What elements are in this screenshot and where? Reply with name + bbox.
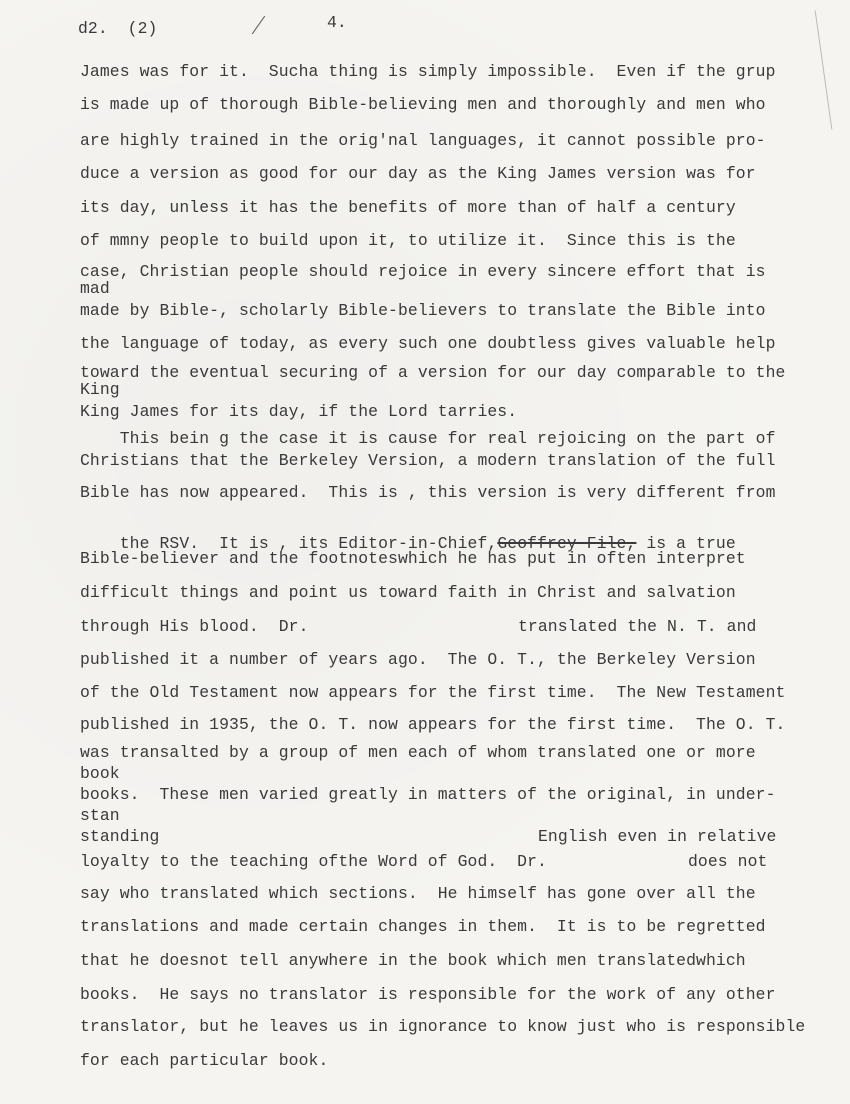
text-line: published in 1935, the O. T. now appears for the first time. The O. T. (80, 715, 786, 734)
paper-edge (815, 11, 833, 130)
text-line: book (80, 764, 120, 783)
text-line: case, Christian people should rejoice in every sincere effort that is (80, 262, 766, 281)
text-line: difficult things and point us toward faith in Christ and salvation (80, 583, 736, 602)
text-line: of the Old Testament now appears for the first time. The New Testament (80, 683, 786, 702)
text-line: toward the eventual securing of a version for our day comparable to the (80, 363, 786, 382)
text-segment: the RSV. It is , its Editor-in-Chief, (119, 534, 498, 553)
page-number: 4. (327, 13, 347, 32)
text-line: say who translated which sections. He himself has gone over all the (80, 884, 756, 903)
pen-mark (252, 16, 265, 35)
text-line: Bible-believer and the footnoteswhich he has put in often interpret (80, 549, 746, 568)
text-line: for each particular book. (80, 1051, 329, 1070)
text-line: the language of today, as every such one doubtless gives valuable help (80, 334, 776, 353)
text-line: translator, but he leaves us in ignorance to know just who is responsible (80, 1017, 806, 1036)
struck-name: Geoffrey File, (497, 534, 637, 553)
text-line: of mmny people to build upon it, to utilize it. Since this is the (80, 231, 736, 250)
text-line: through His blood. Dr. (80, 617, 309, 636)
text-line: books. These men varied greatly in matters of the original, in under- (80, 785, 776, 804)
text-line: is made up of thorough Bible-believing men and thoroughly and men who (80, 95, 766, 114)
text-line: Christians that the Berkeley Version, a modern translation of the full (80, 451, 776, 470)
text-line: are highly trained in the orig'nal languages, it cannot possible pro- (80, 131, 766, 150)
text-segment: translated the N. T. and (518, 617, 757, 636)
text-line: published it a number of years ago. The O. T., the Berkeley Version (80, 650, 756, 669)
text-line: books. He says no translator is responsible for the work of any other (80, 985, 776, 1004)
text-line: its day, unless it has the benefits of more than of half a century (80, 198, 736, 217)
text-line: James was for it. Sucha thing is simply impossible. Even if the grup (80, 62, 776, 81)
text-line: stan (80, 806, 120, 825)
header-ref: d2. (2) (78, 19, 158, 38)
text-line: duce a version as good for our day as the King James version was for (80, 164, 756, 183)
text-line: that he doesnot tell anywhere in the book which men translatedwhich (80, 951, 746, 970)
text-line: This bein g the case it is cause for real rejoicing on the part of (80, 429, 776, 448)
text-line: Bible has now appeared. This is , this version is very different from (80, 483, 776, 502)
text-segment: is a true (636, 534, 736, 553)
text-line: King (80, 380, 120, 399)
text-line: was transalted by a group of men each of whom translated one or more (80, 743, 756, 762)
text-segment: English even in relative (538, 827, 777, 846)
text-line: made by Bible-, scholarly Bible-believers to translate the Bible into (80, 301, 766, 320)
text-line: standing (80, 827, 160, 846)
text-line: loyalty to the teaching ofthe Word of God. Dr. (80, 852, 547, 871)
text-segment: does not (688, 852, 768, 871)
text-line: mad (80, 279, 110, 298)
text-line: King James for its day, if the Lord tarries. (80, 402, 518, 421)
text-line: translations and made certain changes in them. It is to be regretted (80, 917, 766, 936)
